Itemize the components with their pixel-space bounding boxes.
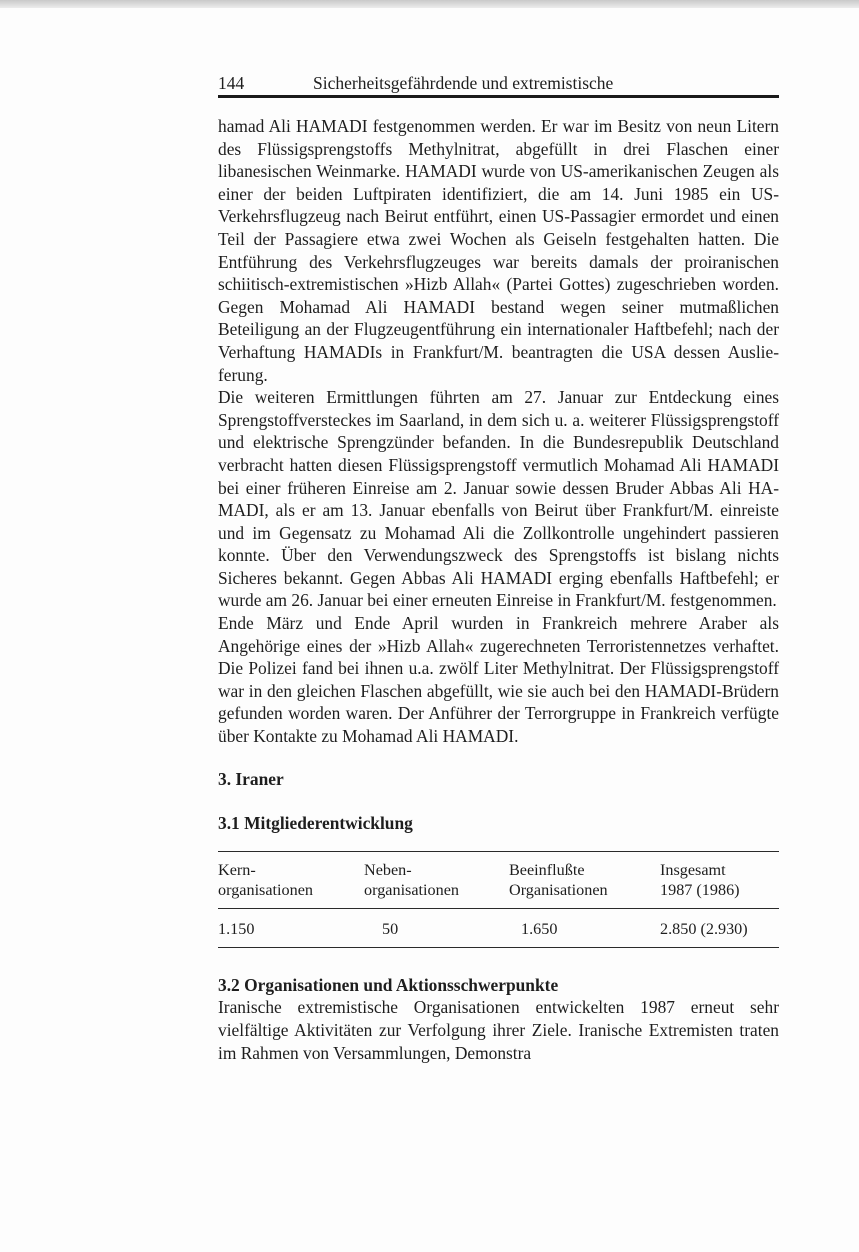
- running-title: Sicherheitsgefährdende und extremistische: [313, 73, 614, 93]
- table-cell-insgesamt: 2.850 (2.930): [660, 908, 779, 947]
- book-page: [218, 72, 779, 1064]
- paragraph-hamadi-arrest: hamad Ali HAMADI festgenommen werden. Er war im Besitz von neun Litern des Flüssigsprengstoffs Methylnitrat, abgefüllt in drei Flaschen einer libanesischen Weinmarke. HAMADI wurde von US-amerikanischen Zeugen als einer der beiden Luftpiraten identifiziert, die am 14. Juni 1985 ein US-Verkehrsflugzeug nach Beirut entführt, einen US-Passagier ermordet und einen Teil der Passagiere etwa zwei Wochen als Geiseln festgehalten hatten. Die Entführung des Verkehrsflugzeuges war bereits damals der proiranischen schiitisch-extremistischen »Hizb Allah« (Partei Gottes) zugeschrieben worden. Gegen Mohamad Ali HAMADI bestand wegen seiner mutmaßlichen Beteiligung an der Flugzeugentführung ein internationaler Haftbefehl; nach der Verhaftung HAMADIs in Frankfurt/M. beantragten die USA dessen Auslieferung.: [218, 116, 779, 385]
- header-line: Organisationen: [509, 880, 608, 899]
- table-header-row: [218, 851, 779, 908]
- scan-top-edge: [0, 0, 859, 8]
- page-header: [218, 72, 779, 98]
- table-cell-neben: 50: [364, 908, 509, 947]
- paragraph-iranian-organisations: Iranische extremistische Organisationen entwickelten 1987 erneut sehr vielfältige Aktivitäten zur Verfolgung ihrer Ziele. Iranische Extremisten traten im Rahmen von Versammlungen, Demonstra: [218, 997, 779, 1063]
- header-line: Kern-: [218, 860, 256, 879]
- section-heading-organisationen: 3.2 Organisationen und Aktionsschwerpunkte: [218, 974, 559, 995]
- header-line: organisationen: [364, 880, 460, 899]
- table-header-cell: [218, 851, 364, 908]
- table-header-cell: [509, 851, 660, 908]
- header-line: Insgesamt: [660, 860, 726, 879]
- paragraph-further-investigations: Die weiteren Ermittlungen führten am 27. Januar zur Entdeckung eines Sprengstoffversteckes im Saarland, in dem sich u. a. weiterer Flüssigsprengstoff und elektrische Sprengzünder befanden. In die Bundesrepublik Deutschland verbracht hatten diesen Flüssigsprengstoff vermutlich Mohamad Ali HAMADI bei einer früheren Einreise am 2. Januar sowie dessen Bruder Abbas Ali HAMADI, als er am 13. Januar ebenfalls von Beirut über Frankfurt/M. einreiste und im Gegensatz zu Mohamad Ali die Zollkontrolle ungehindert passieren konnte. Über den Verwendungszweck des Sprengstoffs ist bislang nichts Sicheres bekannt. Gegen Abbas Ali HAMADI erging ebenfalls Haftbefehl; er wurde am 26. Januar bei einer erneuten Einreise in Frankfurt/M. festgenommen.: [218, 387, 779, 611]
- table-header-cell: [364, 851, 509, 908]
- paragraph-france-arrests: Ende März und Ende April wurden in Frankreich mehrere Araber als Angehörige eines der »Hizb Allah« zugerechneten Terroristennetzes verhaftet. Die Polizei fand bei ihnen u.a. zwölf Liter Methylnitrat. Der Flüssigsprengstoff war in den gleichen Flaschen abgefüllt, wie sie auch bei den HAMADI-Brüdern gefunden worden waren. Der Anführer der Terrorgruppe in Frankreich verfügte über Kontakte zu Mohamad Ali HAMADI.: [218, 613, 779, 747]
- section-heading-mitgliederentwicklung: 3.1 Mitgliederentwicklung: [218, 813, 413, 834]
- section-heading-iraner: 3. Iraner: [218, 768, 284, 789]
- table-row: [218, 908, 779, 947]
- header-line: 1987 (1986): [660, 880, 740, 899]
- header-line: Beeinflußte: [509, 860, 585, 879]
- page-number: 144: [218, 73, 245, 93]
- header-line: Neben-: [364, 860, 412, 879]
- table-cell-beeinflusst: 1.650: [509, 908, 660, 947]
- table-header-cell: [660, 851, 779, 908]
- header-line: organisationen: [218, 880, 314, 899]
- table-cell-kern: 1.150: [218, 908, 364, 947]
- membership-table: [218, 851, 779, 948]
